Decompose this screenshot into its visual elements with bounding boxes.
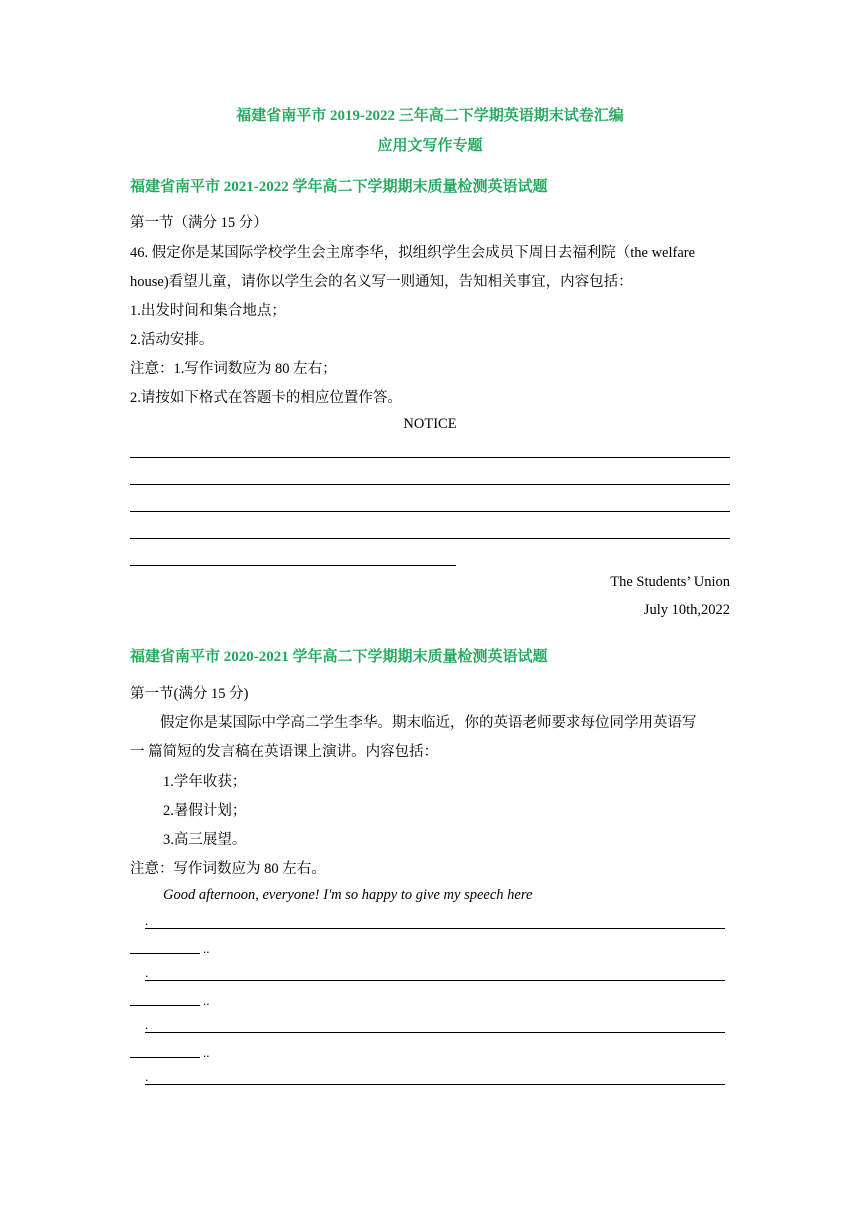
section1-note2: 2.请按如下格式在答题卡的相应位置作答。 xyxy=(130,390,402,406)
section1-item2: 2.活动安排。 xyxy=(130,332,214,348)
answer-line xyxy=(130,484,730,485)
section2-item1: 1.学年收获； xyxy=(163,774,247,790)
section2-part: 第一节(满分 15 分) xyxy=(130,686,249,702)
section1-item1: 1.出发时间和集合地点； xyxy=(130,303,286,319)
speech-opening: Good afternoon, everyone! I'm so happy to give my speech here xyxy=(163,887,533,903)
line-mark: .. xyxy=(203,993,210,1008)
section2-prompt-line1: 假定你是某国际中学高二学生李华。期末临近，你的英语老师要求每位同学用英语写 xyxy=(160,715,697,731)
notice-date: July 10th,2022 xyxy=(643,602,730,618)
answer-line xyxy=(130,457,730,458)
line-mark: . xyxy=(145,913,149,928)
section2-prompt-line2: 一 篇简短的发言稿在英语课上演讲。内容包括： xyxy=(130,744,439,760)
section1-note1: 注意：1.写作词数应为 80 左右； xyxy=(130,361,337,377)
answer-line-short xyxy=(130,953,200,954)
section1-prompt-line1: 46. 假定你是某国际学校学生会主席李华，拟组织学生会成员下周日去福利院（the welfare xyxy=(130,245,696,261)
document-subtitle: 应用文写作专题 xyxy=(377,138,483,154)
line-mark: . xyxy=(145,1017,149,1032)
answer-line-short xyxy=(130,1005,200,1006)
section2-heading: 福建省南平市 2020-2021 学年高二下学期期末质量检测英语试题 xyxy=(130,649,548,665)
line-mark: .. xyxy=(203,941,210,956)
section1-heading: 福建省南平市 2021-2022 学年高二下学期期末质量检测英语试题 xyxy=(130,179,548,195)
section1-part: 第一节（满分 15 分） xyxy=(130,215,268,231)
answer-line xyxy=(130,511,730,512)
section1-prompt-line2: house)看望儿童，请你以学生会的名义写一则通知，告知相关事宜，内容包括： xyxy=(130,274,633,290)
line-mark: . xyxy=(145,965,149,980)
answer-line xyxy=(145,1084,725,1085)
line-mark: .. xyxy=(203,1045,210,1060)
notice-title: NOTICE xyxy=(403,416,457,432)
answer-line-short xyxy=(130,1057,200,1058)
answer-line xyxy=(130,538,730,539)
document-title: 福建省南平市 2019-2022 三年高二下学期英语期末试卷汇编 xyxy=(236,108,624,124)
section2-note: 注意：写作词数应为 80 左右。 xyxy=(130,861,326,877)
line-mark: . xyxy=(145,1069,149,1084)
answer-line xyxy=(145,980,725,981)
section2-item3: 3.高三展望。 xyxy=(163,832,247,848)
answer-line xyxy=(145,1032,725,1033)
signature: The Students’ Union xyxy=(610,574,730,590)
answer-line xyxy=(145,928,725,929)
answer-line-short xyxy=(130,565,456,566)
section2-item2: 2.暑假计划； xyxy=(163,803,247,819)
